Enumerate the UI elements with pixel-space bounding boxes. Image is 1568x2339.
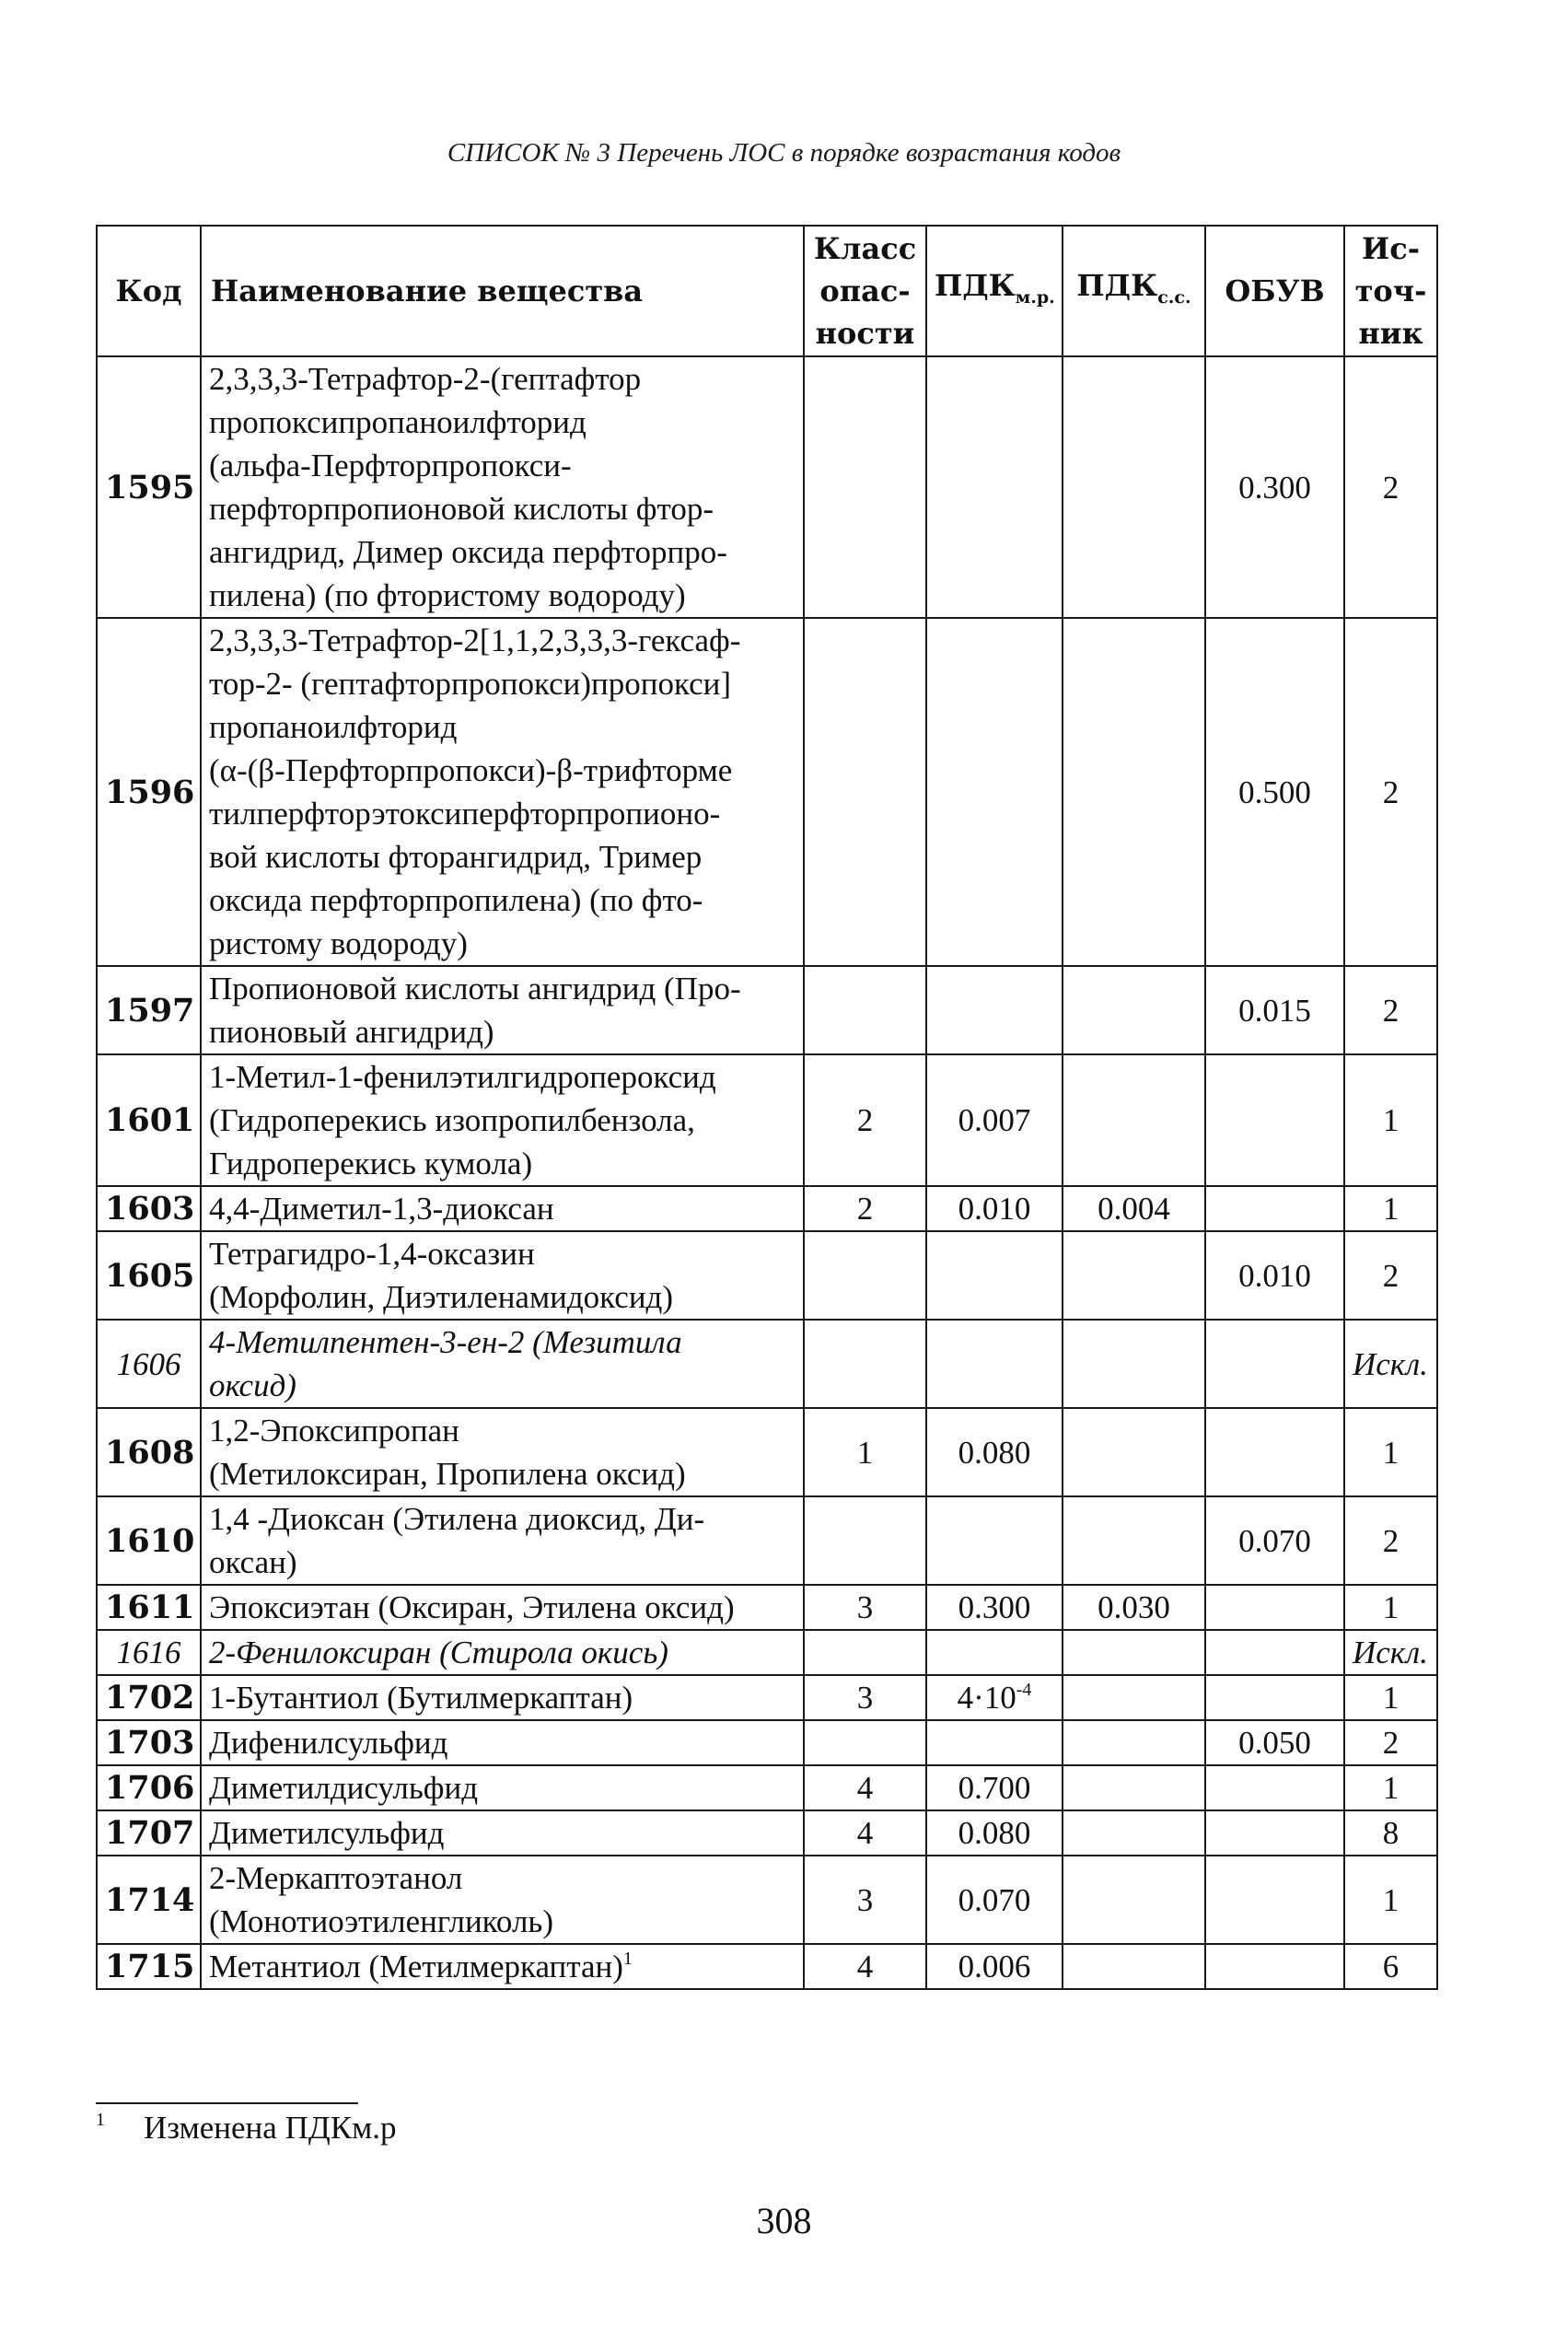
header-source-line: точ-: [1354, 273, 1427, 308]
cell-pdk-mr: [926, 1856, 1063, 1944]
name-line: пропаноилфторид: [209, 709, 458, 745]
cell-pdk-mr: [926, 1585, 1063, 1630]
name-line: 1-Метил-1-фенилэтилгидропероксид: [209, 1059, 716, 1095]
cell-code: 1601: [97, 1054, 201, 1186]
table-row: [97, 1810, 1437, 1856]
cell-code: 1706: [97, 1765, 201, 1810]
cell-pdk-ss: [1063, 1408, 1205, 1496]
cell-source: 1: [1344, 1408, 1437, 1496]
cell-pdk-ss: [1063, 1054, 1205, 1186]
header-hazard-line: опас-: [819, 273, 911, 308]
name-line: 2-Меркаптоэтанол: [209, 1860, 463, 1896]
cell-pdk-mr: [926, 1675, 1063, 1720]
name-line: перфторпропионовой кислоты фтор-: [209, 491, 714, 527]
cell-pdk-mr: [926, 1186, 1063, 1231]
cell-code: 1703: [97, 1720, 201, 1765]
pdk-mr-value: 4·10: [957, 1680, 1016, 1716]
name-line: оксид): [209, 1367, 296, 1403]
name-line: ристому водороду): [209, 925, 468, 961]
name-line: Диметилдисульфид: [209, 1770, 478, 1806]
name-line: (Метилоксиран, Пропилена оксид): [209, 1456, 686, 1492]
name-line: 4,4-Диметил-1,3-диоксан: [209, 1191, 554, 1227]
table-row: [97, 356, 1437, 618]
cell-obuv: [1205, 1585, 1344, 1630]
name-line: 2,3,3,3-Тетрафтор-2[1,1,2,3,3,3-гексаф-: [209, 623, 741, 658]
pdk-mr-value: 0.300: [958, 1589, 1031, 1625]
cell-source: 1: [1344, 1054, 1437, 1186]
cell-pdk-ss: [1063, 1856, 1205, 1944]
table-body: [97, 356, 1437, 1989]
table-row: [97, 1408, 1437, 1496]
name-line: тор-2- (гептафторпропокси)пропокси]: [209, 666, 732, 702]
cell-pdk-ss: [1063, 1765, 1205, 1810]
cell-pdk-ss: [1063, 618, 1205, 966]
table-row: [97, 1231, 1437, 1320]
header-hazard-line: Класс: [813, 231, 917, 266]
cell-source: 2: [1344, 1496, 1437, 1585]
cell-name: [201, 1720, 804, 1765]
table-row: [97, 966, 1437, 1054]
cell-pdk-ss: [1063, 1630, 1205, 1675]
cell-name: [201, 1675, 804, 1720]
name-line: 4-Метилпентен-3-ен-2 (Мезитила: [209, 1324, 682, 1360]
header-pdk-mr-sub: м.р.: [1015, 286, 1055, 308]
table-row: [97, 1585, 1437, 1630]
cell-pdk-mr: [926, 356, 1063, 618]
header-pdk-mr-base: ПДК: [935, 267, 1016, 303]
cell-pdk-ss: [1063, 1231, 1205, 1320]
cell-hazard-class: [804, 1630, 926, 1675]
cell-code: 1595: [97, 356, 201, 618]
cell-source: 8: [1344, 1810, 1437, 1856]
cell-code: 1715: [97, 1944, 201, 1989]
cell-source: 2: [1344, 966, 1437, 1054]
table-row: [97, 618, 1437, 966]
pdk-mr-value: 0.070: [958, 1881, 1031, 1918]
cell-name: [201, 1810, 804, 1856]
cell-obuv: [1205, 1944, 1344, 1989]
cell-code: 1608: [97, 1408, 201, 1496]
name-line: тилперфторэтоксиперфторпропионо-: [209, 796, 721, 832]
cell-name: [201, 1054, 804, 1186]
cell-obuv: [1205, 1054, 1344, 1186]
cell-pdk-mr: [926, 1408, 1063, 1496]
cell-code: 1596: [97, 618, 201, 966]
cell-obuv: [1205, 1856, 1344, 1944]
cell-hazard-class: 2: [804, 1186, 926, 1231]
cell-source: 1: [1344, 1585, 1437, 1630]
cell-pdk-ss: [1063, 1320, 1205, 1408]
header-source: [1344, 226, 1437, 356]
page-number: 308: [756, 2200, 812, 2241]
cell-code: 1606: [97, 1320, 201, 1408]
name-line: 2,3,3,3-Тетрафтор-2-(гептафтор: [209, 361, 642, 397]
table-row: [97, 1630, 1437, 1675]
header-hazard-line: ности: [815, 316, 915, 351]
name-line: Дифенилсульфид: [209, 1725, 448, 1761]
cell-hazard-class: 3: [804, 1585, 926, 1630]
name-line: (альфа-Перфторпропокси-: [209, 448, 572, 483]
cell-pdk-ss: [1063, 966, 1205, 1054]
cell-obuv: 0.015: [1205, 966, 1344, 1054]
cell-hazard-class: 4: [804, 1765, 926, 1810]
name-line: пионовый ангидрид): [209, 1014, 494, 1050]
cell-hazard-class: 3: [804, 1675, 926, 1720]
name-line: (Гидроперекись изопропилбензола,: [209, 1102, 695, 1138]
cell-name: [201, 966, 804, 1054]
cell-hazard-class: [804, 1720, 926, 1765]
table-row: [97, 1186, 1437, 1231]
cell-obuv: 0.050: [1205, 1720, 1344, 1765]
cell-code: 1603: [97, 1186, 201, 1231]
header-pdk-mr: [926, 226, 1063, 356]
cell-pdk-mr: [926, 1054, 1063, 1186]
cell-code: 1702: [97, 1675, 201, 1720]
cell-code: 1714: [97, 1856, 201, 1944]
name-line: Эпоксиэтан (Оксиран, Этилена оксид): [209, 1589, 735, 1625]
cell-hazard-class: 3: [804, 1856, 926, 1944]
name-line: Гидроперекись кумола): [209, 1146, 533, 1181]
cell-obuv: [1205, 1675, 1344, 1720]
cell-hazard-class: 1: [804, 1408, 926, 1496]
cell-source: 1: [1344, 1675, 1437, 1720]
header-hazard-class: [804, 226, 926, 356]
cell-pdk-mr: [926, 1496, 1063, 1585]
cell-hazard-class: [804, 618, 926, 966]
cell-obuv: 0.010: [1205, 1231, 1344, 1320]
footnote-text: Изменена ПДКм.р: [144, 2110, 397, 2146]
header-source-line: ник: [1358, 316, 1423, 351]
footnote-rule: [96, 2102, 358, 2104]
cell-hazard-class: [804, 1496, 926, 1585]
name-line: оксан): [209, 1544, 297, 1580]
cell-name: [201, 1856, 804, 1944]
cell-code: 1605: [97, 1231, 201, 1320]
table-row: [97, 1320, 1437, 1408]
cell-name: [201, 356, 804, 618]
substances-table-wrapper: [96, 225, 1436, 1990]
name-line: 1,4 -Диоксан (Этилена диоксид, Ди-: [209, 1501, 705, 1537]
cell-source: Искл.: [1344, 1630, 1437, 1675]
cell-name: [201, 1630, 804, 1675]
table-row: [97, 1054, 1437, 1186]
cell-obuv: [1205, 1320, 1344, 1408]
cell-name: [201, 1585, 804, 1630]
name-line: пилена) (по фтористому водороду): [209, 577, 686, 613]
cell-pdk-mr: [926, 1810, 1063, 1856]
pdk-mr-value: 0.010: [958, 1191, 1031, 1227]
pdk-mr-exponent: -4: [1016, 1680, 1032, 1700]
cell-source: Искл.: [1344, 1320, 1437, 1408]
table-row: [97, 1944, 1437, 1989]
cell-pdk-mr: [926, 966, 1063, 1054]
table-row: [97, 1720, 1437, 1765]
cell-name: [201, 1186, 804, 1231]
name-line: 1-Бутантиол (Бутилмеркаптан): [209, 1680, 633, 1716]
pdk-mr-value: 0.700: [958, 1770, 1031, 1806]
cell-pdk-ss: [1063, 1496, 1205, 1585]
cell-hazard-class: 4: [804, 1944, 926, 1989]
cell-pdk-mr: [926, 1765, 1063, 1810]
name-line: ангидрид, Димер оксида перфторпро-: [209, 534, 727, 570]
cell-obuv: [1205, 1408, 1344, 1496]
cell-pdk-ss: [1063, 1810, 1205, 1856]
cell-source: 6: [1344, 1944, 1437, 1989]
cell-obuv: 0.070: [1205, 1496, 1344, 1585]
header-pdk-ss-sub: с.с.: [1157, 286, 1191, 308]
pdk-mr-value: 0.007: [958, 1102, 1031, 1138]
cell-obuv: [1205, 1630, 1344, 1675]
cell-hazard-class: 4: [804, 1810, 926, 1856]
cell-source: 2: [1344, 1231, 1437, 1320]
cell-name: [201, 618, 804, 966]
name-line: (Монотиоэтиленгликоль): [209, 1903, 554, 1939]
cell-hazard-class: [804, 1320, 926, 1408]
table-row: [97, 1765, 1437, 1810]
name-line: (Морфолин, Диэтиленамидоксид): [209, 1279, 674, 1315]
name-line: Диметилсульфид: [209, 1815, 445, 1851]
footnote: 1 Изменена ПДКм.р: [96, 2110, 397, 2146]
cell-pdk-ss: 0.004: [1063, 1186, 1205, 1231]
cell-name: [201, 1408, 804, 1496]
name-line: 1,2-Эпоксипропан: [209, 1413, 459, 1449]
cell-source: 1: [1344, 1856, 1437, 1944]
cell-name: [201, 1765, 804, 1810]
cell-source: 2: [1344, 618, 1437, 966]
running-head: СПИСОК № 3 Перечень ЛОС в порядке возрастания кодов: [447, 138, 1121, 168]
header-obuv: ОБУВ: [1205, 226, 1344, 356]
cell-pdk-mr: [926, 1944, 1063, 1989]
cell-hazard-class: 2: [804, 1054, 926, 1186]
cell-pdk-ss: [1063, 1675, 1205, 1720]
cell-pdk-ss: 0.030: [1063, 1585, 1205, 1630]
name-line: пропоксипропаноилфторид: [209, 404, 587, 440]
header-code: Код: [97, 226, 201, 356]
name-line: вой кислоты фторангидрид, Тример: [209, 839, 703, 875]
cell-pdk-mr: [926, 1231, 1063, 1320]
cell-code: 1610: [97, 1496, 201, 1585]
cell-code: 1597: [97, 966, 201, 1054]
cell-pdk-ss: [1063, 1720, 1205, 1765]
cell-source: 2: [1344, 356, 1437, 618]
cell-name: [201, 1320, 804, 1408]
cell-name: [201, 1496, 804, 1585]
substances-table: [96, 225, 1438, 1990]
cell-code: 1707: [97, 1810, 201, 1856]
cell-obuv: [1205, 1765, 1344, 1810]
table-row: [97, 1496, 1437, 1585]
name-line: Метантиол (Метилмеркаптан): [209, 1949, 623, 1984]
cell-obuv: [1205, 1810, 1344, 1856]
cell-obuv: [1205, 1186, 1344, 1231]
pdk-mr-value: 0.080: [958, 1434, 1031, 1471]
cell-code: 1616: [97, 1630, 201, 1675]
header-pdk-ss: [1063, 226, 1205, 356]
table-header-row: [97, 226, 1437, 356]
cell-pdk-mr: [926, 1720, 1063, 1765]
table-row: [97, 1856, 1437, 1944]
name-line: Тетрагидро-1,4-оксазин: [209, 1236, 535, 1272]
header-name: Наименование вещества: [201, 226, 804, 356]
pdk-mr-value: 0.006: [958, 1949, 1031, 1984]
table-row: [97, 1675, 1437, 1720]
cell-pdk-mr: [926, 618, 1063, 966]
pdk-mr-value: 0.080: [958, 1815, 1031, 1851]
name-line: (α-(β-Перфторпропокси)-β-трифторме: [209, 752, 733, 788]
cell-pdk-mr: [926, 1320, 1063, 1408]
cell-obuv: 0.300: [1205, 356, 1344, 618]
cell-pdk-ss: [1063, 1944, 1205, 1989]
name-line: оксида перфторпропилена) (по фто-: [209, 882, 703, 918]
cell-name: [201, 1231, 804, 1320]
cell-source: 2: [1344, 1720, 1437, 1765]
cell-pdk-mr: [926, 1630, 1063, 1675]
cell-pdk-ss: [1063, 356, 1205, 618]
cell-source: 1: [1344, 1186, 1437, 1231]
cell-source: 1: [1344, 1765, 1437, 1810]
cell-code: 1611: [97, 1585, 201, 1630]
cell-hazard-class: [804, 356, 926, 618]
header-pdk-ss-base: ПДК: [1076, 267, 1158, 303]
footnote-ref: 1: [622, 1949, 633, 1969]
cell-hazard-class: [804, 1231, 926, 1320]
cell-hazard-class: [804, 966, 926, 1054]
header-source-line: Ис-: [1362, 231, 1420, 266]
name-line: 2-Фенилоксиран (Стирола окись): [209, 1635, 668, 1670]
cell-obuv: 0.500: [1205, 618, 1344, 966]
cell-name: [201, 1944, 804, 1989]
name-line: Пропионовой кислоты ангидрид (Про-: [209, 971, 741, 1007]
